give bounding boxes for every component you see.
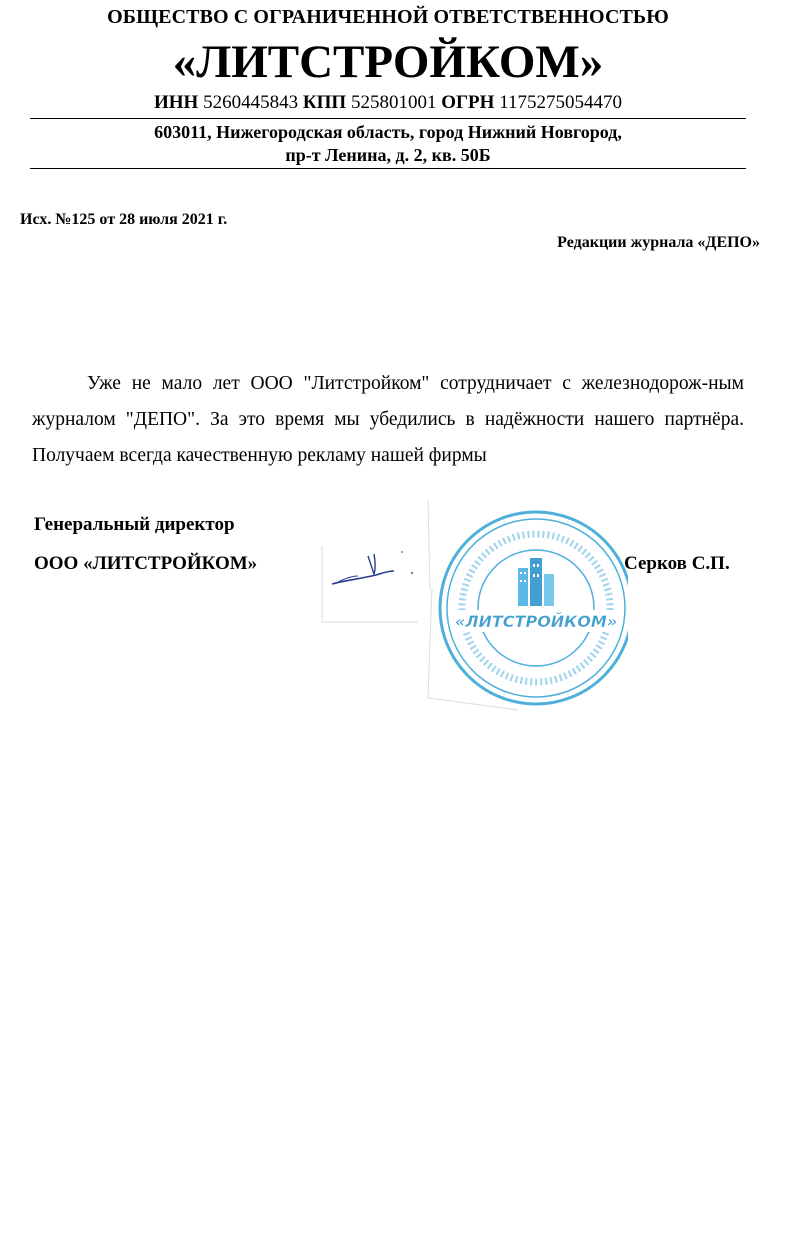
ogrn-label: ОГРН [441, 92, 495, 113]
ogrn-value: 1175275054470 [499, 92, 622, 113]
signature-and-stamp [318, 498, 628, 720]
inn-label: ИНН [154, 92, 199, 113]
signatory-name: Серков С.П. [624, 553, 730, 574]
svg-text:«ЛИТСТРОЙКОМ»: «ЛИТСТРОЙКОМ» [454, 612, 618, 631]
company-type: ОБЩЕСТВО С ОГРАНИЧЕННОЙ ОТВЕТСТВЕННОСТЬЮ [107, 6, 669, 28]
kpp-value: 525801001 [350, 92, 437, 113]
address-line-2: пр-т Ленина, д. 2, кв. 50Б [285, 145, 491, 165]
registration-numbers [0, 92, 776, 114]
outgoing-reference: Исх. №125 от 28 июля 2021 г. [20, 211, 228, 228]
recipient: Редакции журнала «ДЕПО» [557, 234, 760, 251]
signatory-company: ООО «ЛИТСТРОЙКОМ» [34, 553, 258, 574]
address-line-1: 603011, Нижегородская область, город Нижний Новгород, [154, 122, 622, 142]
company-name: «ЛИТСТРОЙКОМ» [172, 36, 604, 88]
handwritten-signature [332, 551, 413, 584]
signatory-title: Генеральный директор [34, 514, 235, 535]
company-seal [440, 512, 628, 704]
header-divider-bottom [30, 168, 746, 169]
stamp-image [318, 498, 628, 720]
inn-value: 5260445843 [203, 92, 299, 113]
kpp-label: КПП [302, 92, 347, 113]
header-divider-top [30, 118, 746, 119]
letter-body: Уже не мало лет ООО "Литстройком" сотрудничает с железнодорож-ным журналом "ДЕПО". За это время мы убедились в надёжности нашего партнёра. Получаем всегда качественную рекламу нашей фирмы [32, 373, 744, 466]
